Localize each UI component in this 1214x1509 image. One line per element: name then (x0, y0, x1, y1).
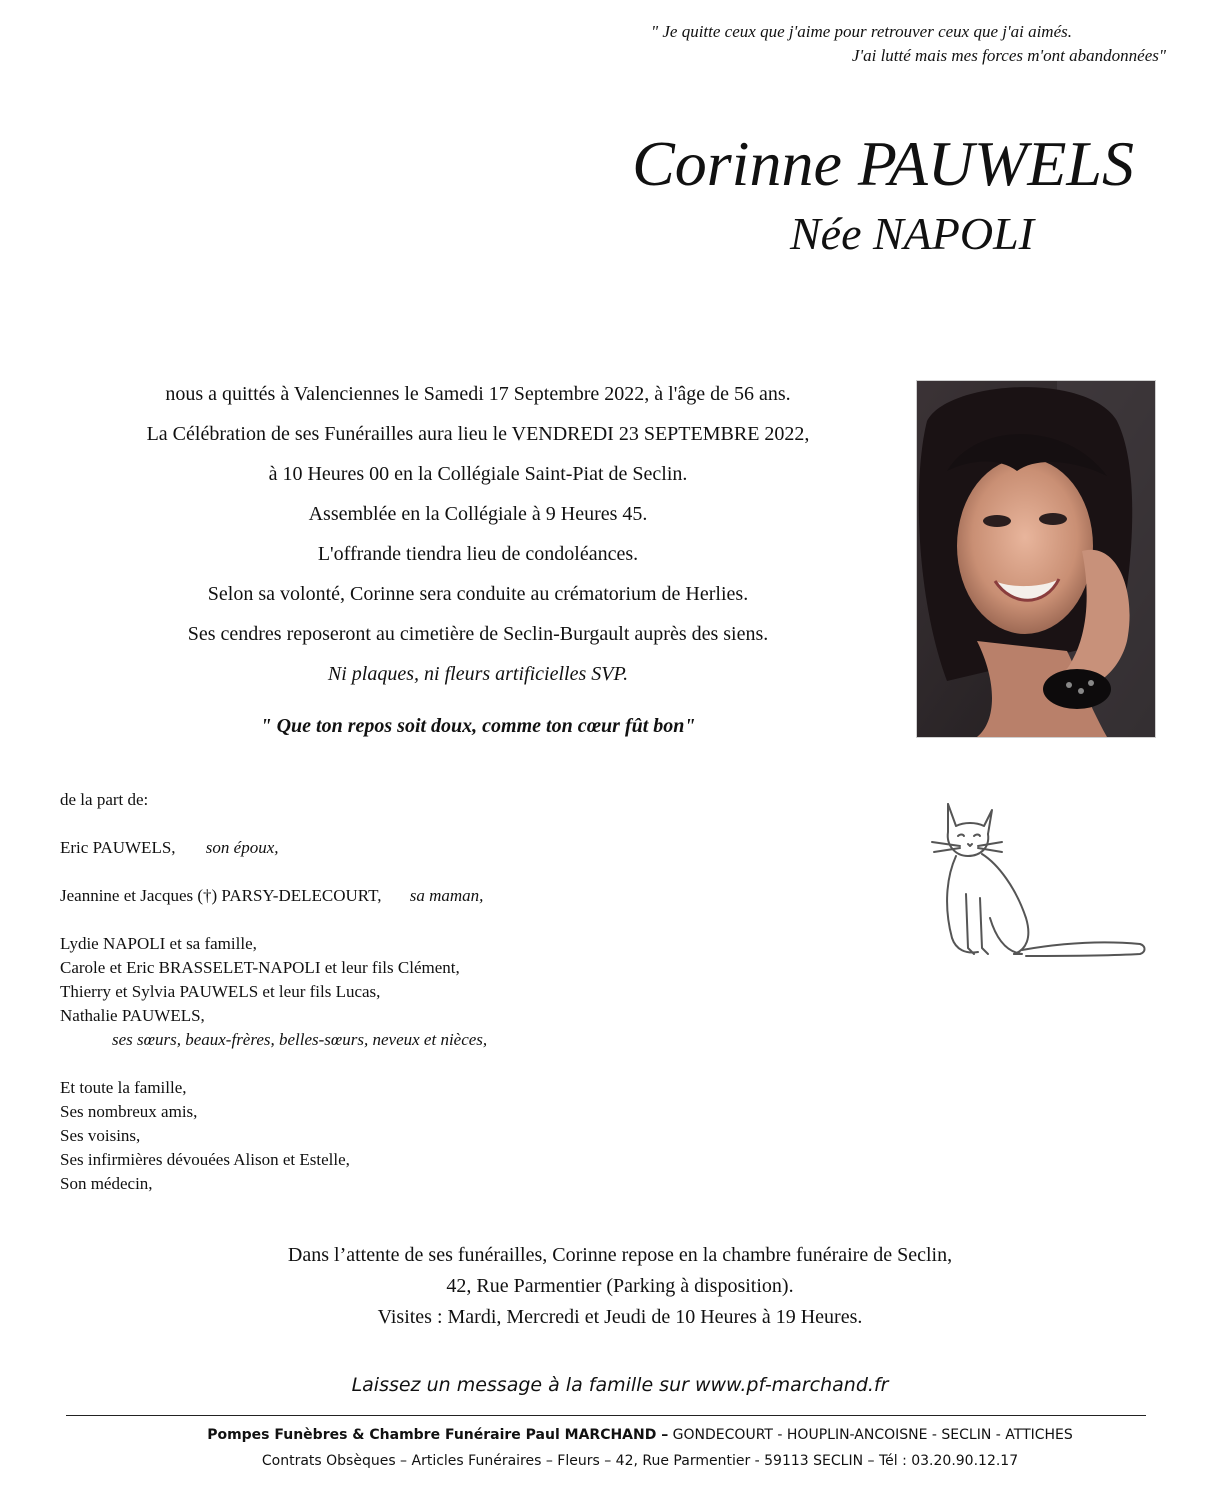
spouse-name: Eric PAUWELS, (60, 838, 176, 857)
portrait-image (917, 381, 1155, 737)
top-quote (526, 20, 1166, 68)
top-quote-line-1: " Je quitte ceux que j'aime pour retrouver ceux que j'ai aimés. (650, 22, 1072, 41)
sibling-line: Carole et Eric BRASSELET-NAPOLI et leur fils Clément, (60, 958, 460, 977)
announcement-line: Ses cendres reposeront au cimetière de Seclin-Burgault auprès des siens. (187, 623, 769, 645)
family-section (60, 788, 487, 1196)
announcement-line: Selon sa volonté, Corinne sera conduite au crématorium de Herlies. (207, 583, 749, 605)
sibling-line: Thierry et Sylvia PAUWELS et leur fils Lucas, (60, 982, 381, 1001)
others-line: Ses voisins, (60, 1126, 141, 1145)
announcement-line: à 10 Heures 00 en la Collégiale Saint-Piat de Seclin. (268, 463, 688, 485)
deceased-name: Corinne PAUWELS (632, 128, 1134, 199)
others-line: Ses nombreux amis, (60, 1102, 198, 1121)
siblings-relation: ses sœurs, beaux-frères, belles-sœurs, neveux et nièces, (112, 1030, 488, 1049)
condolence-message-link[interactable]: Laissez un message à la famille sur www.pf-marchand.fr (351, 1374, 889, 1396)
others-line: Et toute la famille, (60, 1078, 187, 1097)
spouse-row (60, 836, 487, 860)
footer (100, 1422, 1180, 1474)
sibling-line: Nathalie PAUWELS, (60, 1006, 205, 1025)
footer-services-line: Contrats Obsèques – Articles Funéraires – Fleurs – 42, Rue Parmentier - 59113 SECLIN – Tél : 03.20.90.12.17 (261, 1453, 1019, 1469)
others-line: Ses infirmières dévouées Alison et Estelle, (60, 1150, 350, 1169)
footer-locations: GONDECOURT - HOUPLIN-ANCOISNE - SECLIN - ATTICHES (668, 1427, 1073, 1443)
mother-row (60, 884, 487, 908)
repose-line: 42, Rue Parmentier (Parking à disposition). (446, 1275, 794, 1297)
cat-drawing (926, 798, 1150, 966)
spouse-relation: son époux, (205, 838, 279, 857)
announcement (60, 374, 896, 746)
announcement-line: La Célébration de ses Funérailles aura lieu le VENDREDI 23 SEPTEMBRE 2022, (146, 423, 810, 445)
maiden-name: Née NAPOLI (789, 208, 1034, 259)
top-quote-line-2: J'ai lutté mais mes forces m'ont abandonnées" (851, 46, 1166, 65)
announcement-line: nous a quittés à Valenciennes le Samedi 17 Septembre 2022, à l'âge de 56 ans. (165, 383, 791, 405)
footer-company-line (100, 1422, 1180, 1448)
repose-line: Dans l’attente de ses funérailles, Corinne repose en la chambre funéraire de Seclin, (287, 1244, 953, 1266)
mother-name: Jeannine et Jacques (†) PARSY-DELECOURT, (60, 886, 382, 905)
no-flowers-note: Ni plaques, ni fleurs artificielles SVP. (327, 663, 629, 685)
cat-illustration (926, 798, 1150, 966)
footer-divider (66, 1415, 1146, 1416)
mother-relation: sa maman, (409, 886, 484, 905)
family-intro: de la part de: (60, 790, 149, 809)
epitaph: " Que ton repos soit doux, comme ton cœur fût bon" (260, 715, 696, 737)
announcement-line: L'offrande tiendra lieu de condoléances. (317, 543, 639, 565)
portrait-photo (916, 380, 1156, 738)
sibling-line: Lydie NAPOLI et sa famille, (60, 934, 257, 953)
repose-info (160, 1240, 1080, 1333)
announcement-line: Assemblée en la Collégiale à 9 Heures 45. (308, 503, 648, 525)
others-line: Son médecin, (60, 1174, 153, 1193)
footer-company-name: Pompes Funèbres & Chambre Funéraire Paul MARCHAND – (207, 1427, 669, 1443)
repose-line: Visites : Mardi, Mercredi et Jeudi de 10 Heures à 19 Heures. (377, 1306, 863, 1328)
